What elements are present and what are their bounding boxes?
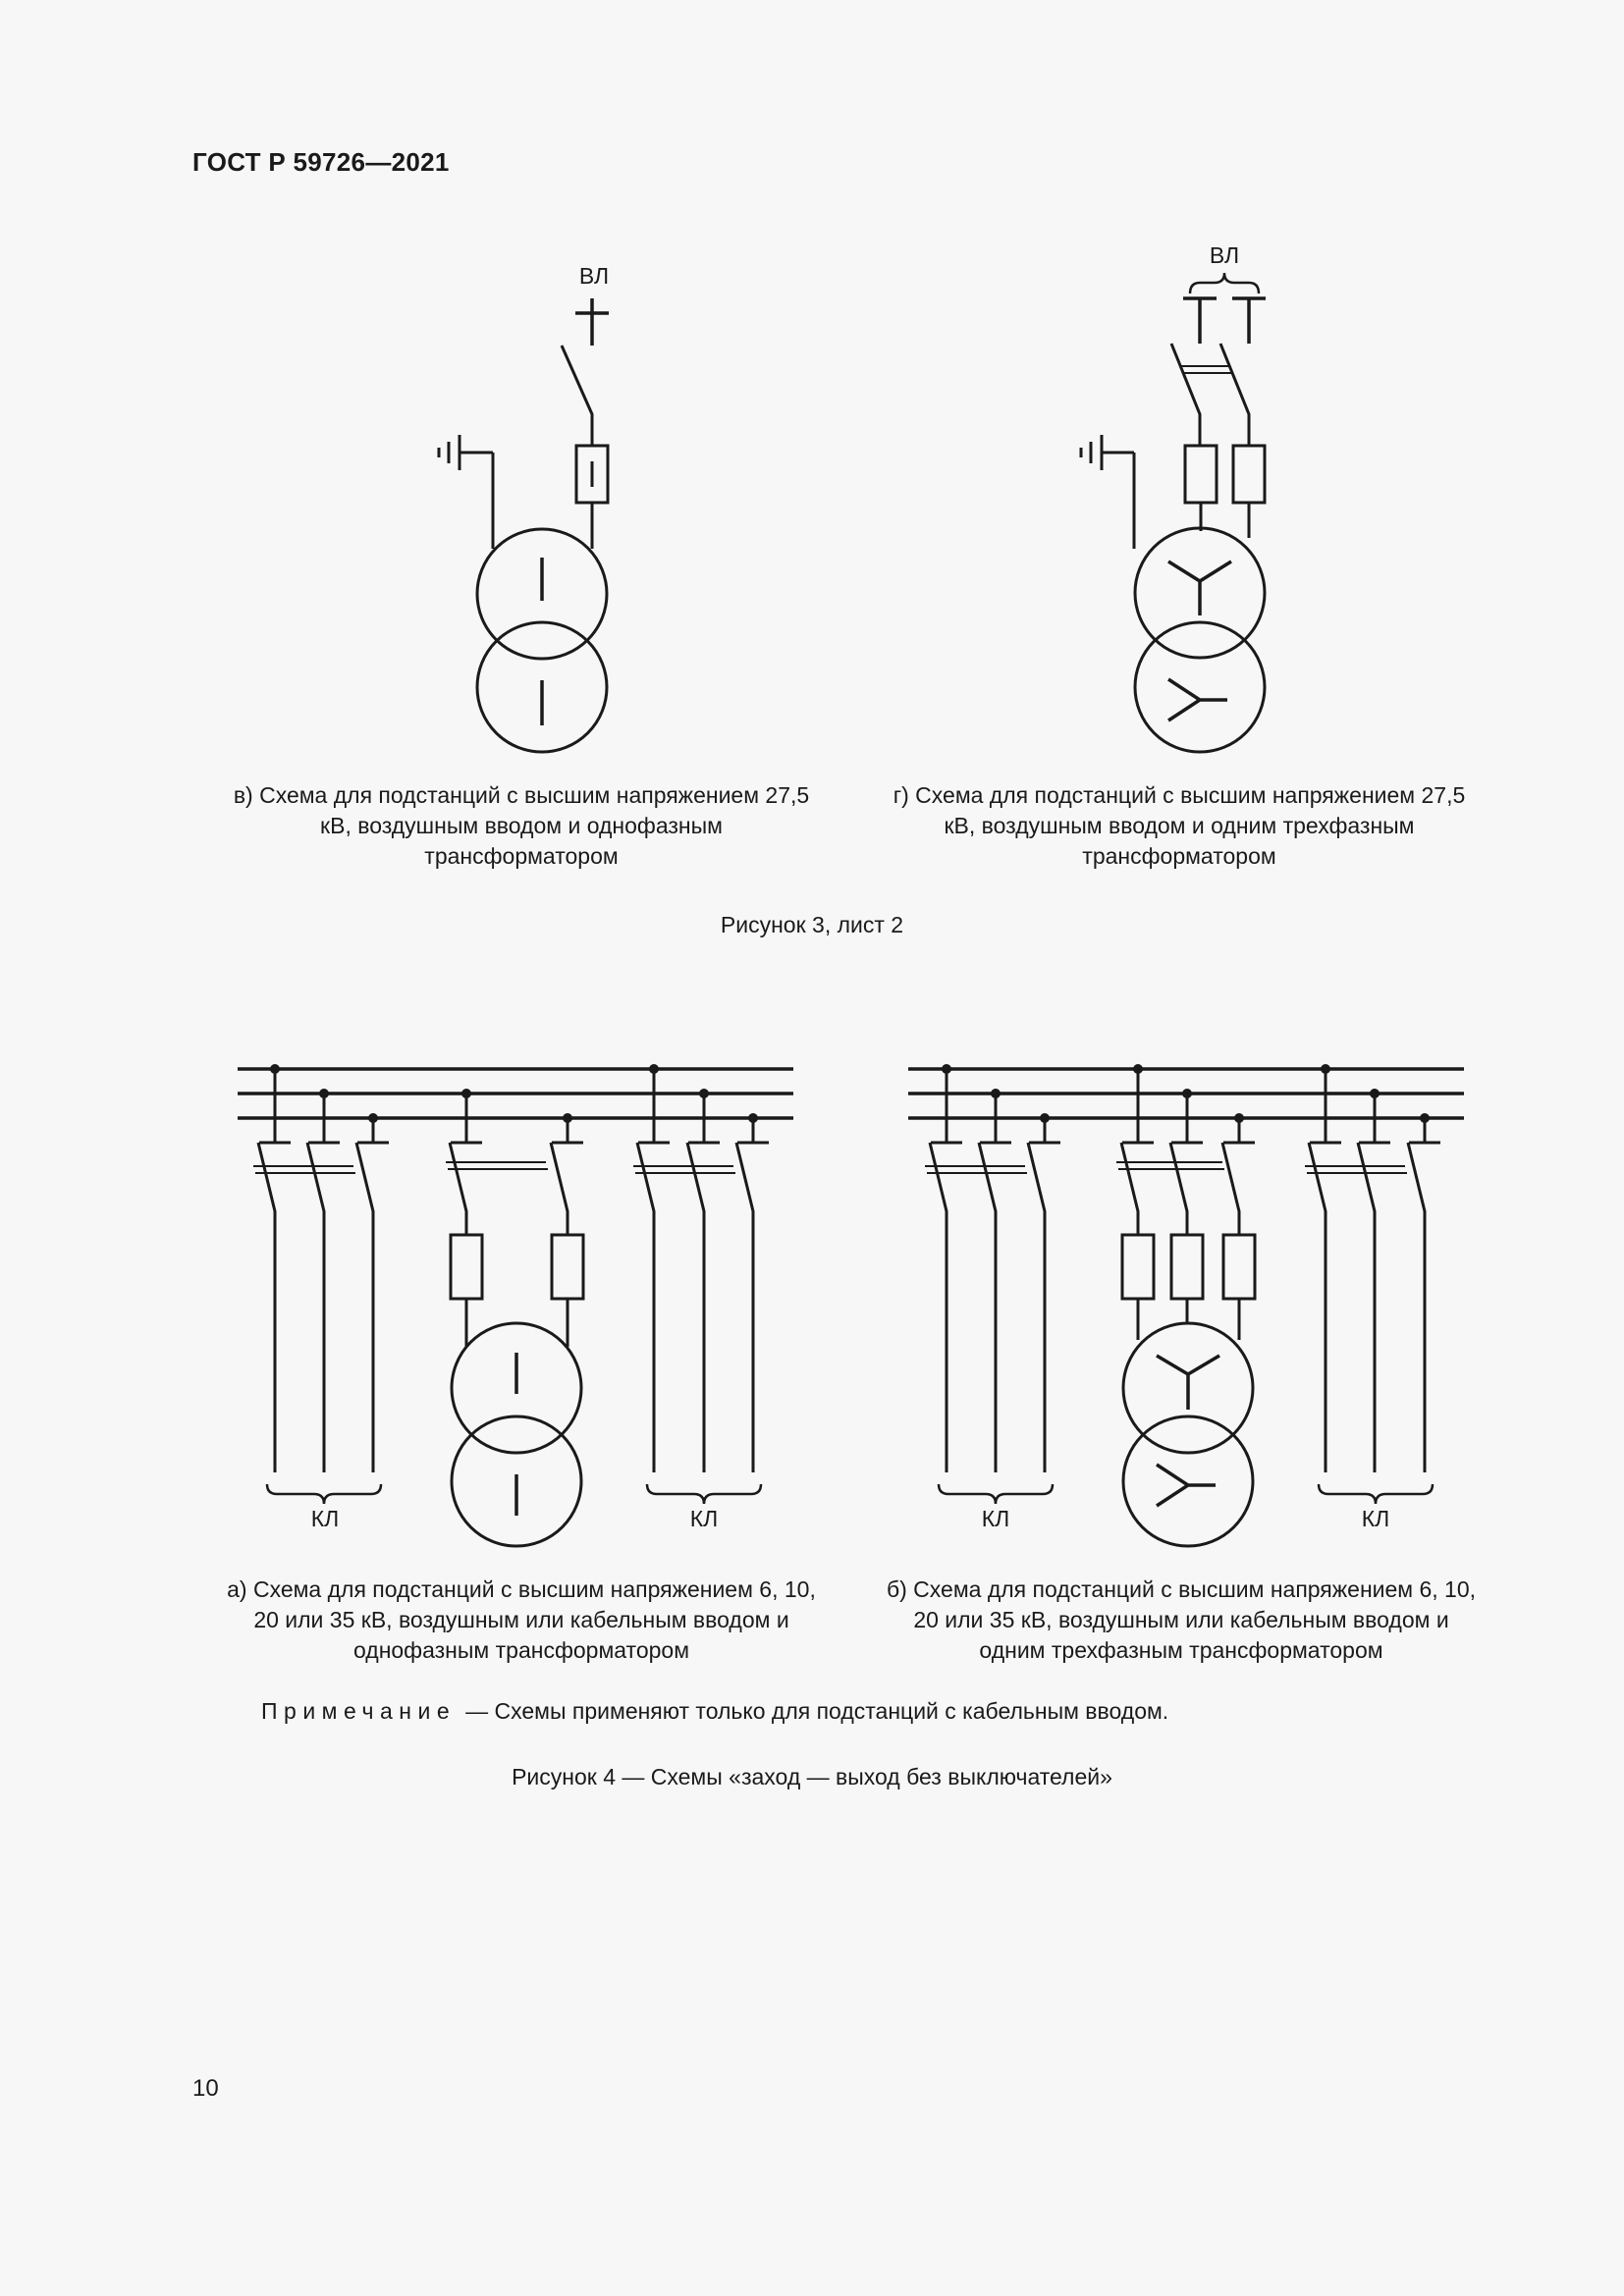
transformer-winding-lv	[1123, 1416, 1253, 1546]
cable-line-label: КЛ	[310, 1506, 340, 1531]
caption-diagram-g: г) Схема для подстанций с высшим напряжением 27,5 кВ, воздушным вводом и одним трехфазным трансформатором	[893, 782, 1466, 869]
caption-diagram-b: б) Схема для подстанций с высшим напряжением 6, 10, 20 или 35 кВ, воздушным или кабельным вводом и одним трехфазным трансформатором	[886, 1576, 1477, 1663]
brace	[267, 1484, 381, 1504]
star-connection	[1157, 1356, 1219, 1410]
star-connection	[1157, 1465, 1216, 1506]
figure-4-title: Рисунок 4 — Схемы «заход — выход без выключателей»	[512, 1764, 1112, 1789]
overhead-line-label: ВЛ	[578, 263, 610, 289]
note-text: — Схемы применяют только для подстанций с кабельным вводом.	[465, 1698, 1169, 1724]
brace	[647, 1484, 761, 1504]
disconnector-switches-left	[930, 1143, 1045, 1472]
note-label: Примечание	[261, 1698, 457, 1724]
ground-symbol	[439, 435, 493, 470]
caption-diagram-v: в) Схема для подстанций с высшим напряжением 27,5 кВ, воздушным вводом и однофазным трансформатором	[233, 782, 810, 869]
disconnector-switches-right	[637, 1143, 753, 1472]
disconnector-switch	[1121, 1143, 1239, 1235]
fuse	[1122, 1235, 1154, 1299]
figure-3-title: Рисунок 3, лист 2	[720, 912, 904, 937]
disconnector-switch	[450, 1143, 568, 1235]
overhead-line-label: ВЛ	[1209, 242, 1240, 268]
fuse	[451, 1235, 482, 1299]
fuse	[1185, 446, 1217, 503]
figure-4-note	[261, 1698, 1168, 1725]
diagram-v-single-phase-overhead	[439, 263, 609, 752]
caption-diagram-a: а) Схема для подстанций с высшим напряжением 6, 10, 20 или 35 кВ, воздушным или кабельным вводом и однофазным трансформатором	[227, 1576, 816, 1663]
cable-line-label: КЛ	[689, 1506, 719, 1531]
cable-line-label: КЛ	[1361, 1506, 1390, 1531]
document-header: ГОСТ Р 59726—2021	[192, 147, 450, 177]
fuse	[552, 1235, 583, 1299]
transformer-winding-lv	[1135, 622, 1265, 752]
star-connection	[1168, 679, 1227, 721]
brace	[1190, 273, 1259, 294]
fuse	[1223, 1235, 1255, 1299]
disconnector-switches-right	[1309, 1143, 1425, 1472]
fuse	[1171, 1235, 1203, 1299]
brace	[939, 1484, 1053, 1504]
disconnector-switches-left	[258, 1143, 373, 1472]
diagram-b-three-phase-cable	[908, 1064, 1464, 1546]
diagram-g-three-phase-overhead	[1081, 242, 1266, 752]
disconnector-switch	[1171, 344, 1249, 446]
page-number: 10	[192, 2075, 219, 2102]
ground-symbol	[1081, 435, 1134, 470]
diagram-a-single-phase-cable	[238, 1064, 793, 1546]
star-connection	[1168, 561, 1231, 615]
fuse	[1233, 446, 1265, 503]
disconnector-switch	[562, 346, 592, 446]
cable-line-label: КЛ	[981, 1506, 1010, 1531]
brace	[1319, 1484, 1433, 1504]
